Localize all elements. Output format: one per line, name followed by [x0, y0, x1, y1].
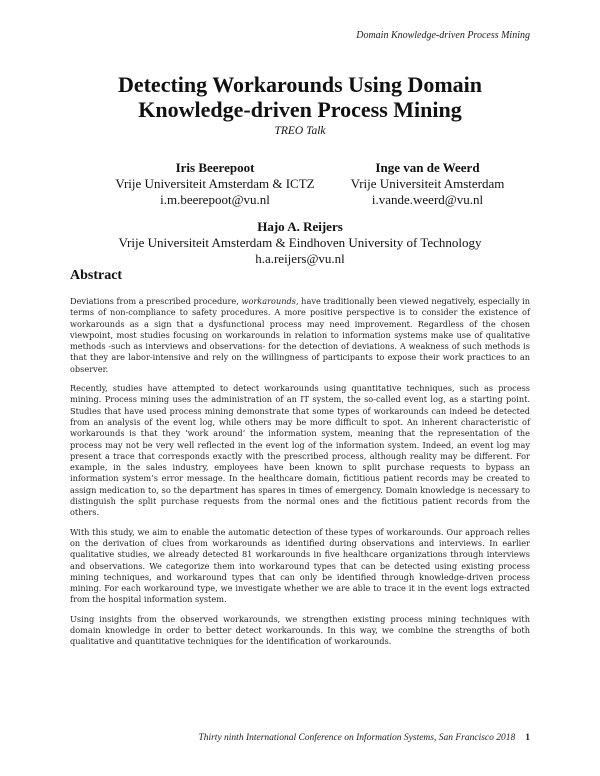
abstract-paragraph: Recently, studies have attempted to detect workarounds using quantitative techniques, such as process mining. Process mining uses the administration of an IT system, the so-called event log, as a starting point. Studies that have used process mining demonstrate that some types of workarounds can indeed be detected from an analysis of the event log, while others may be more difficult to spot. An inherent characteristic of workarounds is that they ‘work around’ the information system, meaning that the representation of the process may not be very well reflected in the event log of the information system. Indeed, an event log may present a trace that corresponds exactly with the prescribed process, although reality may be different. For example, in the sales industry, employees have been known to split purchase requests to bypass an information system’s error message. In the healthcare domain, fictitious patient records may be created to assign medication to, so the department has spares in times of emergency. Domain knowledge is necessary to distinguish the split purchase requests from the normal ones and the fictitious patient records from the others.	[70, 383, 530, 518]
running-header: Domain Knowledge-driven Process Mining	[356, 30, 530, 41]
emphasis-term: workarounds	[241, 296, 296, 306]
author-block	[320, 160, 535, 208]
page-number: 1	[525, 733, 530, 743]
author-name: Inge van de Weerd	[375, 160, 480, 175]
author-name: Hajo A. Reijers	[257, 219, 343, 234]
author-email: i.m.beerepoot@vu.nl	[160, 192, 270, 207]
author-affiliation: Vrije Universiteit Amsterdam & ICTZ	[115, 176, 315, 191]
page-footer	[198, 733, 530, 743]
author-name: Iris Beerepoot	[175, 160, 255, 175]
author-affiliation: Vrije Universiteit Amsterdam & Eindhoven University of Technology	[118, 235, 482, 250]
author-block	[95, 160, 335, 208]
paper-subtitle: TREO Talk	[274, 125, 326, 137]
author-email: h.a.reijers@vu.nl	[255, 251, 345, 266]
conference-name: Thirty ninth International Conference on Information Systems, San Francisco 2018	[198, 733, 516, 743]
author-affiliation: Vrije Universiteit Amsterdam	[350, 176, 505, 191]
author-block	[70, 219, 530, 267]
paper-title: Detecting Workarounds Using Domain Knowledge-driven Process Mining	[117, 72, 483, 122]
abstract-paragraph: Deviations from a prescribed procedure, workarounds, have traditionally been viewed negatively, especially in terms of non-compliance to safety procedures. A more positive perspective is to consider the existence of workarounds as a sign that a dysfunctional process may need improvement. Regardless of the chosen viewpoint, most studies focusing on workarounds in relation to information systems make use of qualitative methods -such as interviews and observations- for the detection of deviations. A weakness of such methods is that they are labor-intensive and rely on the willingness of participants to expose their work practices to an observer.	[70, 296, 530, 374]
abstract-heading: Abstract	[70, 268, 123, 283]
abstract-paragraph: With this study, we aim to enable the automatic detection of these types of workarounds. Our approach relies on the derivation of clues from workarounds as identified during observations and interviews. In earlier qualitative studies, we already detected 81 workarounds in five healthcare organizations through interviews and observations. We categorize them into workaround types that can be detected using existing process mining techniques, and workaround types that can only be identified through knowledge-driven process mining. For each workaround type, we investigate whether we are able to trace it in the event logs extracted from the hospital information system.	[70, 526, 530, 605]
author-email: i.vande.weerd@vu.nl	[371, 192, 484, 207]
abstract-paragraph: Using insights from the observed workarounds, we strengthen existing process mining techniques with domain knowledge in order to better detect workarounds. In this way, we combine the strengths of both qualitative and quantitative techniques for the identification of workarounds.	[70, 613, 530, 647]
abstract-body	[70, 296, 530, 656]
